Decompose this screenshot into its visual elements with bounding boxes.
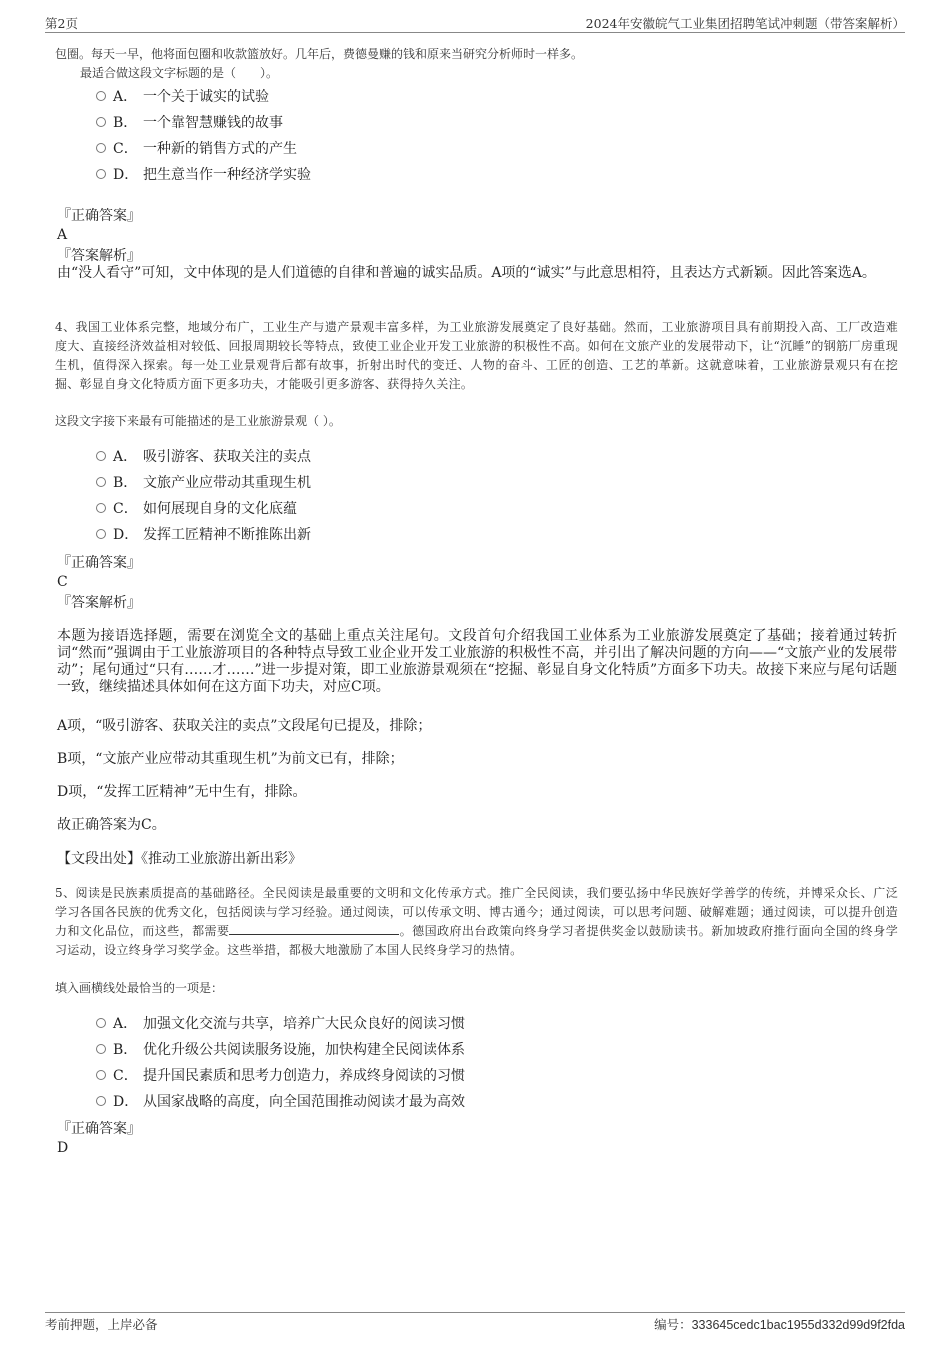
q4-note-b: B项，“文旅产业应带动其重现生机”为前文已有，排除； bbox=[57, 751, 404, 767]
q4-option-c[interactable]: C． 如何展现自身的文化底蕴 bbox=[96, 499, 297, 519]
page-number: 第2页 bbox=[45, 16, 78, 31]
q4-option-d[interactable]: D． 发挥工匠精神不断推陈出新 bbox=[96, 525, 311, 545]
q4-note-d: D项，“发挥工匠精神”无中生有，排除。 bbox=[57, 784, 307, 800]
radio-icon[interactable] bbox=[96, 1018, 106, 1028]
q5-option-b[interactable]: B． 优化升级公共阅读服务设施，加快构建全民阅读体系 bbox=[96, 1040, 465, 1060]
q4-analysis: 本题为接语选择题，需要在浏览全文的基础上重点关注尾句。文段首句介绍我国工业体系为工业旅游发展奠定了基础；接着通过转折词“然而”强调由于工业旅游项目的各种特点导致工业企业开发工业旅游的积极性不高，并引出了解决问题的方向——“文旅产业的发展带动”；尾句通过“只有……才……”进一步提对策，即工业旅游景观须在“挖掘、彰显自身文化特质”方面多下功夫。故接下来应与尾句话题一致，继续描述具体如何在这方面下功夫，对应C项。 bbox=[57, 628, 897, 695]
radio-icon[interactable] bbox=[96, 1070, 106, 1080]
q3-analysis-label: 『答案解析』 bbox=[57, 248, 141, 264]
q3-option-d[interactable]: D． 把生意当作一种经济学实验 bbox=[96, 165, 311, 185]
radio-icon[interactable] bbox=[96, 117, 106, 127]
radio-icon[interactable] bbox=[96, 91, 106, 101]
page-header bbox=[45, 14, 905, 32]
header-divider bbox=[45, 32, 905, 33]
q3-question: 最适合做这段文字标题的是（ ）。 bbox=[80, 66, 279, 80]
q5-question: 填入画横线处最恰当的一项是： bbox=[55, 981, 224, 995]
q4-analysis-label: 『答案解析』 bbox=[57, 595, 141, 611]
radio-icon[interactable] bbox=[96, 477, 106, 487]
q5-answer: D bbox=[57, 1140, 69, 1156]
document-code: 编号：333645cedc1bac1955d332d99d9f2fda bbox=[654, 1317, 905, 1332]
q4-question: 这段文字接下来最有可能描述的是工业旅游景观（ ）。 bbox=[55, 414, 341, 428]
q5-option-a[interactable]: A． 加强文化交流与共享，培养广大民众良好的阅读习惯 bbox=[96, 1014, 465, 1034]
footer-slogan: 考前押题，上岸必备 bbox=[45, 1317, 158, 1332]
radio-icon[interactable] bbox=[96, 451, 106, 461]
q3-option-a[interactable]: A． 一个关于诚实的试验 bbox=[96, 87, 269, 107]
document-title: 2024年安徽皖气工业集团招聘笔试冲刺题（带答案解析） bbox=[585, 16, 905, 31]
q5-option-d[interactable]: D． 从国家战略的高度，向全国范围推动阅读才最为高效 bbox=[96, 1092, 465, 1112]
q4-note-a: A项，“吸引游客、获取关注的卖点”文段尾句已提及，排除； bbox=[57, 718, 432, 734]
radio-icon[interactable] bbox=[96, 169, 106, 179]
radio-icon[interactable] bbox=[96, 143, 106, 153]
radio-icon[interactable] bbox=[96, 529, 106, 539]
q3-option-b[interactable]: B． 一个靠智慧赚钱的故事 bbox=[96, 113, 283, 133]
q3-passage-tail: 包圈。每天一早，他将面包圈和收款篮放好。几年后，费德曼赚的钱和原来当研究分析师时一样多。 bbox=[55, 47, 584, 61]
q4-option-b[interactable]: B． 文旅产业应带动其重现生机 bbox=[96, 473, 311, 493]
q4-option-a[interactable]: A． 吸引游客、获取关注的卖点 bbox=[96, 447, 311, 467]
q4-answer-label: 『正确答案』 bbox=[57, 555, 141, 571]
q4-source: 【文段出处】《推动工业旅游出新出彩》 bbox=[57, 851, 302, 867]
radio-icon[interactable] bbox=[96, 1044, 106, 1054]
q4-answer: C bbox=[57, 574, 68, 590]
radio-icon[interactable] bbox=[96, 503, 106, 513]
q3-analysis: 由“没人看守”可知，文中体现的是人们道德的自律和普遍的诚实品质。A项的“诚实”与此意思相符，且表达方式新颖。因此答案选A。 bbox=[57, 265, 876, 281]
q3-answer-label: 『正确答案』 bbox=[57, 208, 141, 224]
q5-option-c[interactable]: C． 提升国民素质和思考力创造力，养成终身阅读的习惯 bbox=[96, 1066, 465, 1086]
q5-passage: 5、阅读是民族素质提高的基础路径。全民阅读是最重要的文明和文化传承方式。推广全民阅读，我们要弘扬中华民族好学善学的传统，并博采众长、广泛学习各国各民族的优秀文化，包括阅读与学习经验。通过阅读，可以传承文明、博古通今；通过阅读，可以思考问题、破解难题；通过阅读，可以提升创造力和文化品位，而这些，都需要 。德国政府出台政策向终身学习者提供奖金以鼓励读书。新加坡政府推行面向全国的终身学习运动，设立终身学习奖学金。这些举措，都极大地激励了本国人民终身学习的热情。 bbox=[55, 886, 898, 957]
q3-option-c[interactable]: C． 一种新的销售方式的产生 bbox=[96, 139, 297, 159]
q4-passage: 4、我国工业体系完整，地域分布广，工业生产与遗产景观丰富多样，为工业旅游发展奠定了良好基础。然而，工业旅游项目具有前期投入高、工厂改造难度大、直接经济效益相对较低、回报周期较长等特点，致使工业企业开发工业旅游的积极性不高。如何在文旅产业的发展带动下，让“沉睡”的钢筋厂房重现生机，值得深入探索。每一处工业景观背后都有故事，折射出时代的变迁、人物的奋斗、工匠的创造、工艺的革新。这就意味着，工业旅游景观只有在挖掘、彰显自身文化特质方面下更多功夫，才能吸引更多游客、获得持久关注。 bbox=[55, 320, 898, 391]
radio-icon[interactable] bbox=[96, 1096, 106, 1106]
page-footer bbox=[45, 1315, 905, 1333]
q4-conclusion: 故正确答案为C。 bbox=[57, 817, 166, 833]
q5-answer-label: 『正确答案』 bbox=[57, 1121, 141, 1137]
q3-answer: A bbox=[57, 227, 68, 243]
fill-in-blank bbox=[229, 922, 399, 935]
footer-divider bbox=[45, 1312, 905, 1313]
